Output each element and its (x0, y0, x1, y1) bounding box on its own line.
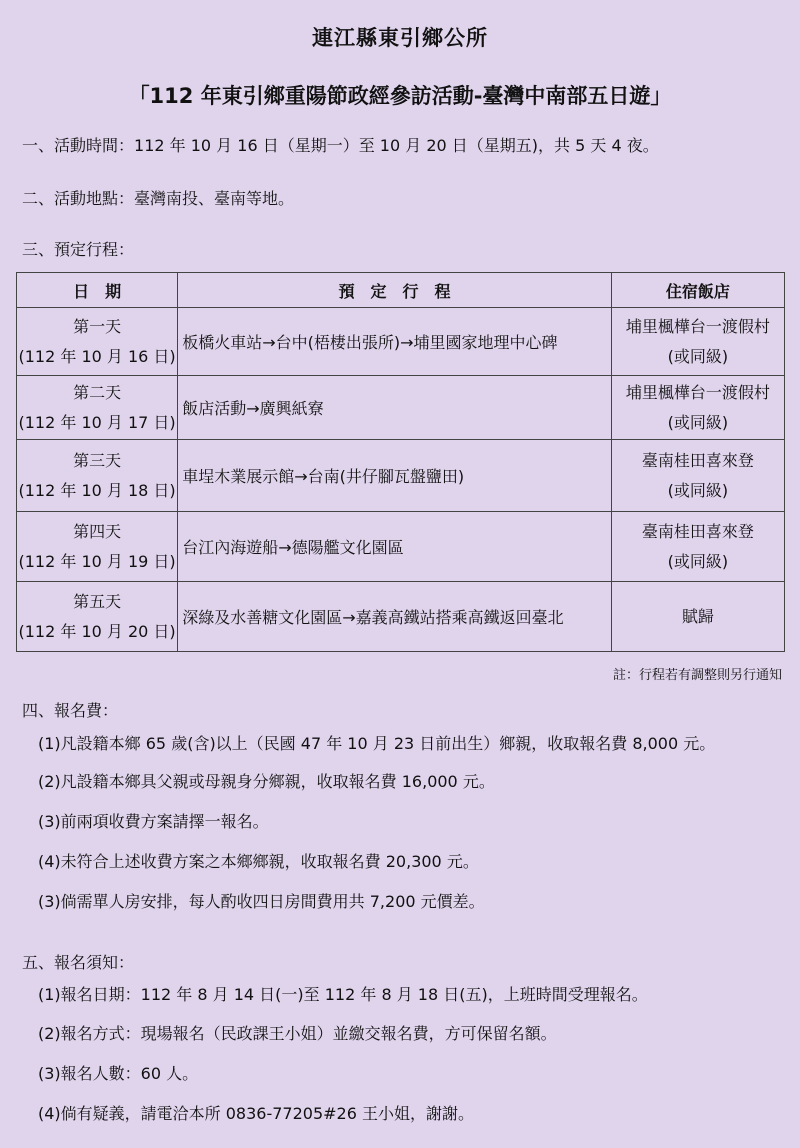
row-date (17, 308, 178, 376)
row-itinerary: 深綠及水善糖文化園區→嘉義高鐵站搭乘高鐵返回臺北 (178, 582, 612, 652)
schedule-heading: 三、預定行程： (22, 240, 135, 259)
day-label: 第一天 (73, 316, 122, 336)
notice-item: (4)倘有疑義，請電洽本所 0836-77205#26 王小姐，謝謝。 (38, 1104, 474, 1123)
activity-location-value: 臺灣南投、臺南等地。 (134, 189, 295, 208)
table-row (17, 512, 785, 582)
org-title: 連江縣東引鄉公所 (312, 26, 488, 50)
date-label: (112 年 10 月 19 日) (18, 551, 176, 571)
schedule-header-row (17, 273, 785, 308)
row-itinerary: 飯店活動→廣興紙寮 (178, 376, 612, 440)
row-date (17, 512, 178, 582)
row-itinerary: 車埕木業展示館→台南(井仔腳瓦盤鹽田) (178, 440, 612, 512)
row-hotel (611, 440, 784, 512)
hotel-note: (或同級) (667, 480, 729, 500)
day-label: 第五天 (73, 591, 122, 611)
table-row (17, 440, 785, 512)
date-label: (112 年 10 月 16 日) (18, 346, 176, 366)
fee-item: (4)未符合上述收費方案之本鄉鄉親，收取報名費 20,300 元。 (38, 852, 479, 871)
activity-location-label: 二、活動地點： (22, 189, 135, 208)
date-label: (112 年 10 月 18 日) (18, 480, 176, 500)
header-date: 日 期 (17, 273, 178, 308)
row-hotel (611, 376, 784, 440)
hotel-name: 埔里楓樺台一渡假村 (625, 316, 770, 336)
notice-item: (2)報名方式：現場報名（民政課王小姐）並繳交報名費，方可保留名額。 (38, 1024, 557, 1043)
row-itinerary: 台江內海遊船→德陽艦文化園區 (178, 512, 612, 582)
row-hotel (611, 308, 784, 376)
notice-item: (3)報名人數：60 人。 (38, 1064, 199, 1083)
header-hotel: 住宿飯店 (611, 273, 784, 308)
notice-item: (1)報名日期：112 年 8 月 14 日(一)至 112 年 8 月 18 日(五)，上班時間受理報名。 (38, 985, 648, 1004)
event-title: 「112 年東引鄉重陽節政經參訪活動-臺灣中南部五日遊」 (128, 84, 672, 108)
row-hotel (611, 512, 784, 582)
hotel-name: 賦歸 (681, 606, 714, 626)
table-row (17, 308, 785, 376)
row-itinerary: 板橋火車站→台中(梧棲出張所)→埔里國家地理中心碑 (178, 308, 612, 376)
hotel-name: 臺南桂田喜來登 (641, 450, 754, 470)
notice-heading: 五、報名須知： (22, 953, 135, 972)
row-date (17, 440, 178, 512)
activity-time-value: 112 年 10 月 16 日（星期一）至 10 月 20 日（星期五)，共 5 天 4 夜。 (134, 136, 659, 155)
row-hotel (611, 582, 784, 652)
date-label: (112 年 10 月 20 日) (18, 621, 176, 641)
date-label: (112 年 10 月 17 日) (18, 412, 176, 432)
row-date (17, 582, 178, 652)
hotel-name: 埔里楓樺台一渡假村 (625, 382, 770, 402)
hotel-name: 臺南桂田喜來登 (641, 521, 754, 541)
activity-location (22, 186, 294, 209)
day-label: 第四天 (73, 521, 122, 541)
table-row (17, 376, 785, 440)
fee-item: (3)倘需單人房安排，每人酌收四日房間費用共 7,200 元價差。 (38, 892, 485, 911)
schedule-note: 註：行程若有調整則另行通知 (612, 668, 782, 683)
fee-item: (3)前兩項收費方案請擇一報名。 (38, 812, 269, 831)
hotel-note: (或同級) (667, 412, 729, 432)
fee-item: (1)凡設籍本鄉 65 歲(含)以上（民國 47 年 10 月 23 日前出生）鄉親，收取報名費 8,000 元。 (38, 734, 716, 753)
row-date (17, 376, 178, 440)
activity-time-label: 一、活動時間： (22, 136, 135, 155)
table-row (17, 582, 785, 652)
hotel-note: (或同級) (667, 346, 729, 366)
header-itinerary: 預 定 行 程 (178, 273, 612, 308)
hotel-note: (或同級) (667, 551, 729, 571)
schedule-table (16, 272, 785, 652)
day-label: 第三天 (73, 450, 122, 470)
day-label: 第二天 (73, 382, 122, 402)
activity-time (22, 133, 659, 156)
fee-heading: 四、報名費： (22, 701, 119, 720)
fee-item: (2)凡設籍本鄉具父親或母親身分鄉親，收取報名費 16,000 元。 (38, 772, 495, 791)
